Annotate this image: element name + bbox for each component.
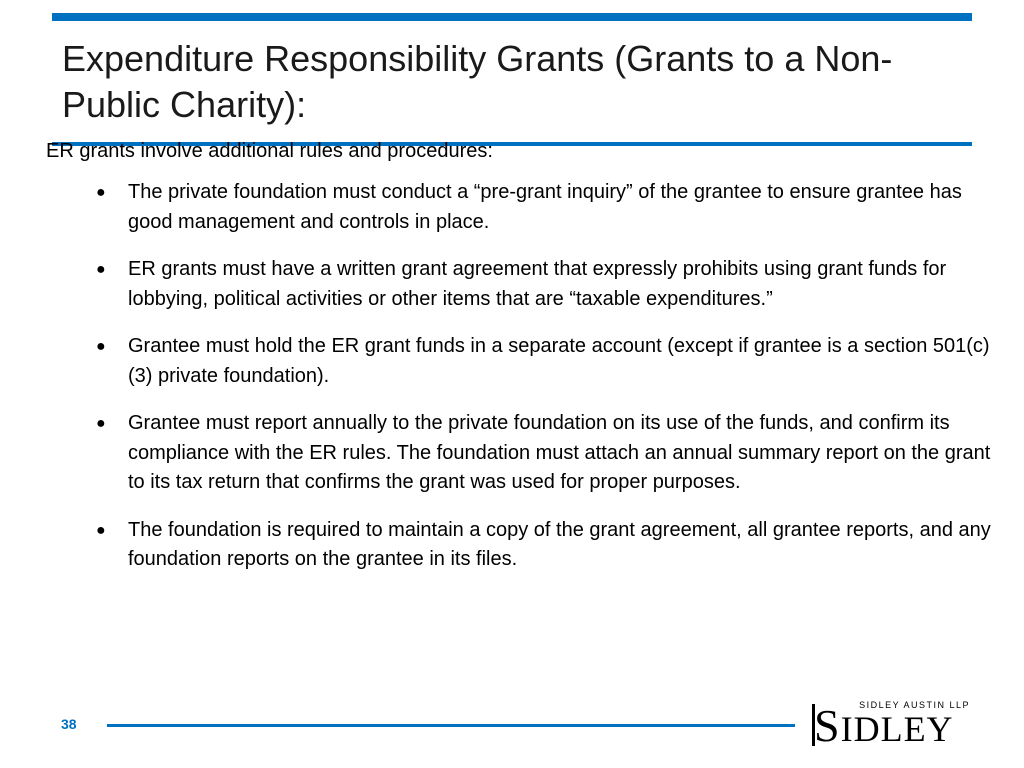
bullet-dot-icon: ● [96,338,106,355]
bullet-item [96,409,1001,498]
bullet-list [96,178,1001,593]
bullet-item [96,255,1001,314]
bullet-item [96,516,1001,575]
logo-rest: IDLEY [840,709,954,749]
slide-title: Expenditure Responsibility Grants (Grants to a Non-Public Charity): [62,38,893,125]
bullet-dot-icon: ● [96,184,106,201]
logo-wordmark [814,700,954,752]
intro-text: ER grants involve additional rules and procedures: [46,140,493,162]
bullet-dot-icon: ● [96,261,106,278]
logo-initial: S [814,700,841,751]
bullet-text: ER grants must have a written grant agreement that expressly prohibits using grant funds for lobbying, political activities or other items that are “taxable expenditures.” [128,258,947,310]
bullet-item [96,178,1001,237]
top-accent-rule [52,13,972,21]
footer-rule [107,724,795,727]
sidley-logo [812,700,974,750]
bullet-dot-icon: ● [96,521,106,539]
page-number: 38 [61,716,77,732]
bullet-dot-icon: ● [96,415,106,432]
bullet-item [96,332,1001,391]
bullet-text: Grantee must report annually to the private foundation on its use of the funds, and confirm its compliance with the ER rules. The foundation must attach an annual summary report on the grant to its tax return that confirms the grant was used for proper purposes. [128,412,991,493]
bullet-text: The private foundation must conduct a “pre-grant inquiry” of the grantee to ensure grantee has good management and controls in place. [128,181,962,233]
logo-subtitle: SIDLEY AUSTIN LLP [859,700,970,710]
bullet-text: Grantee must hold the ER grant funds in a separate account (except if grantee is a section 501(c)(3) private foundation). [128,335,990,387]
bullet-text: The foundation is required to maintain a copy of the grant agreement, all grantee reports, and any foundation reports on the grantee in its files. [128,518,991,570]
